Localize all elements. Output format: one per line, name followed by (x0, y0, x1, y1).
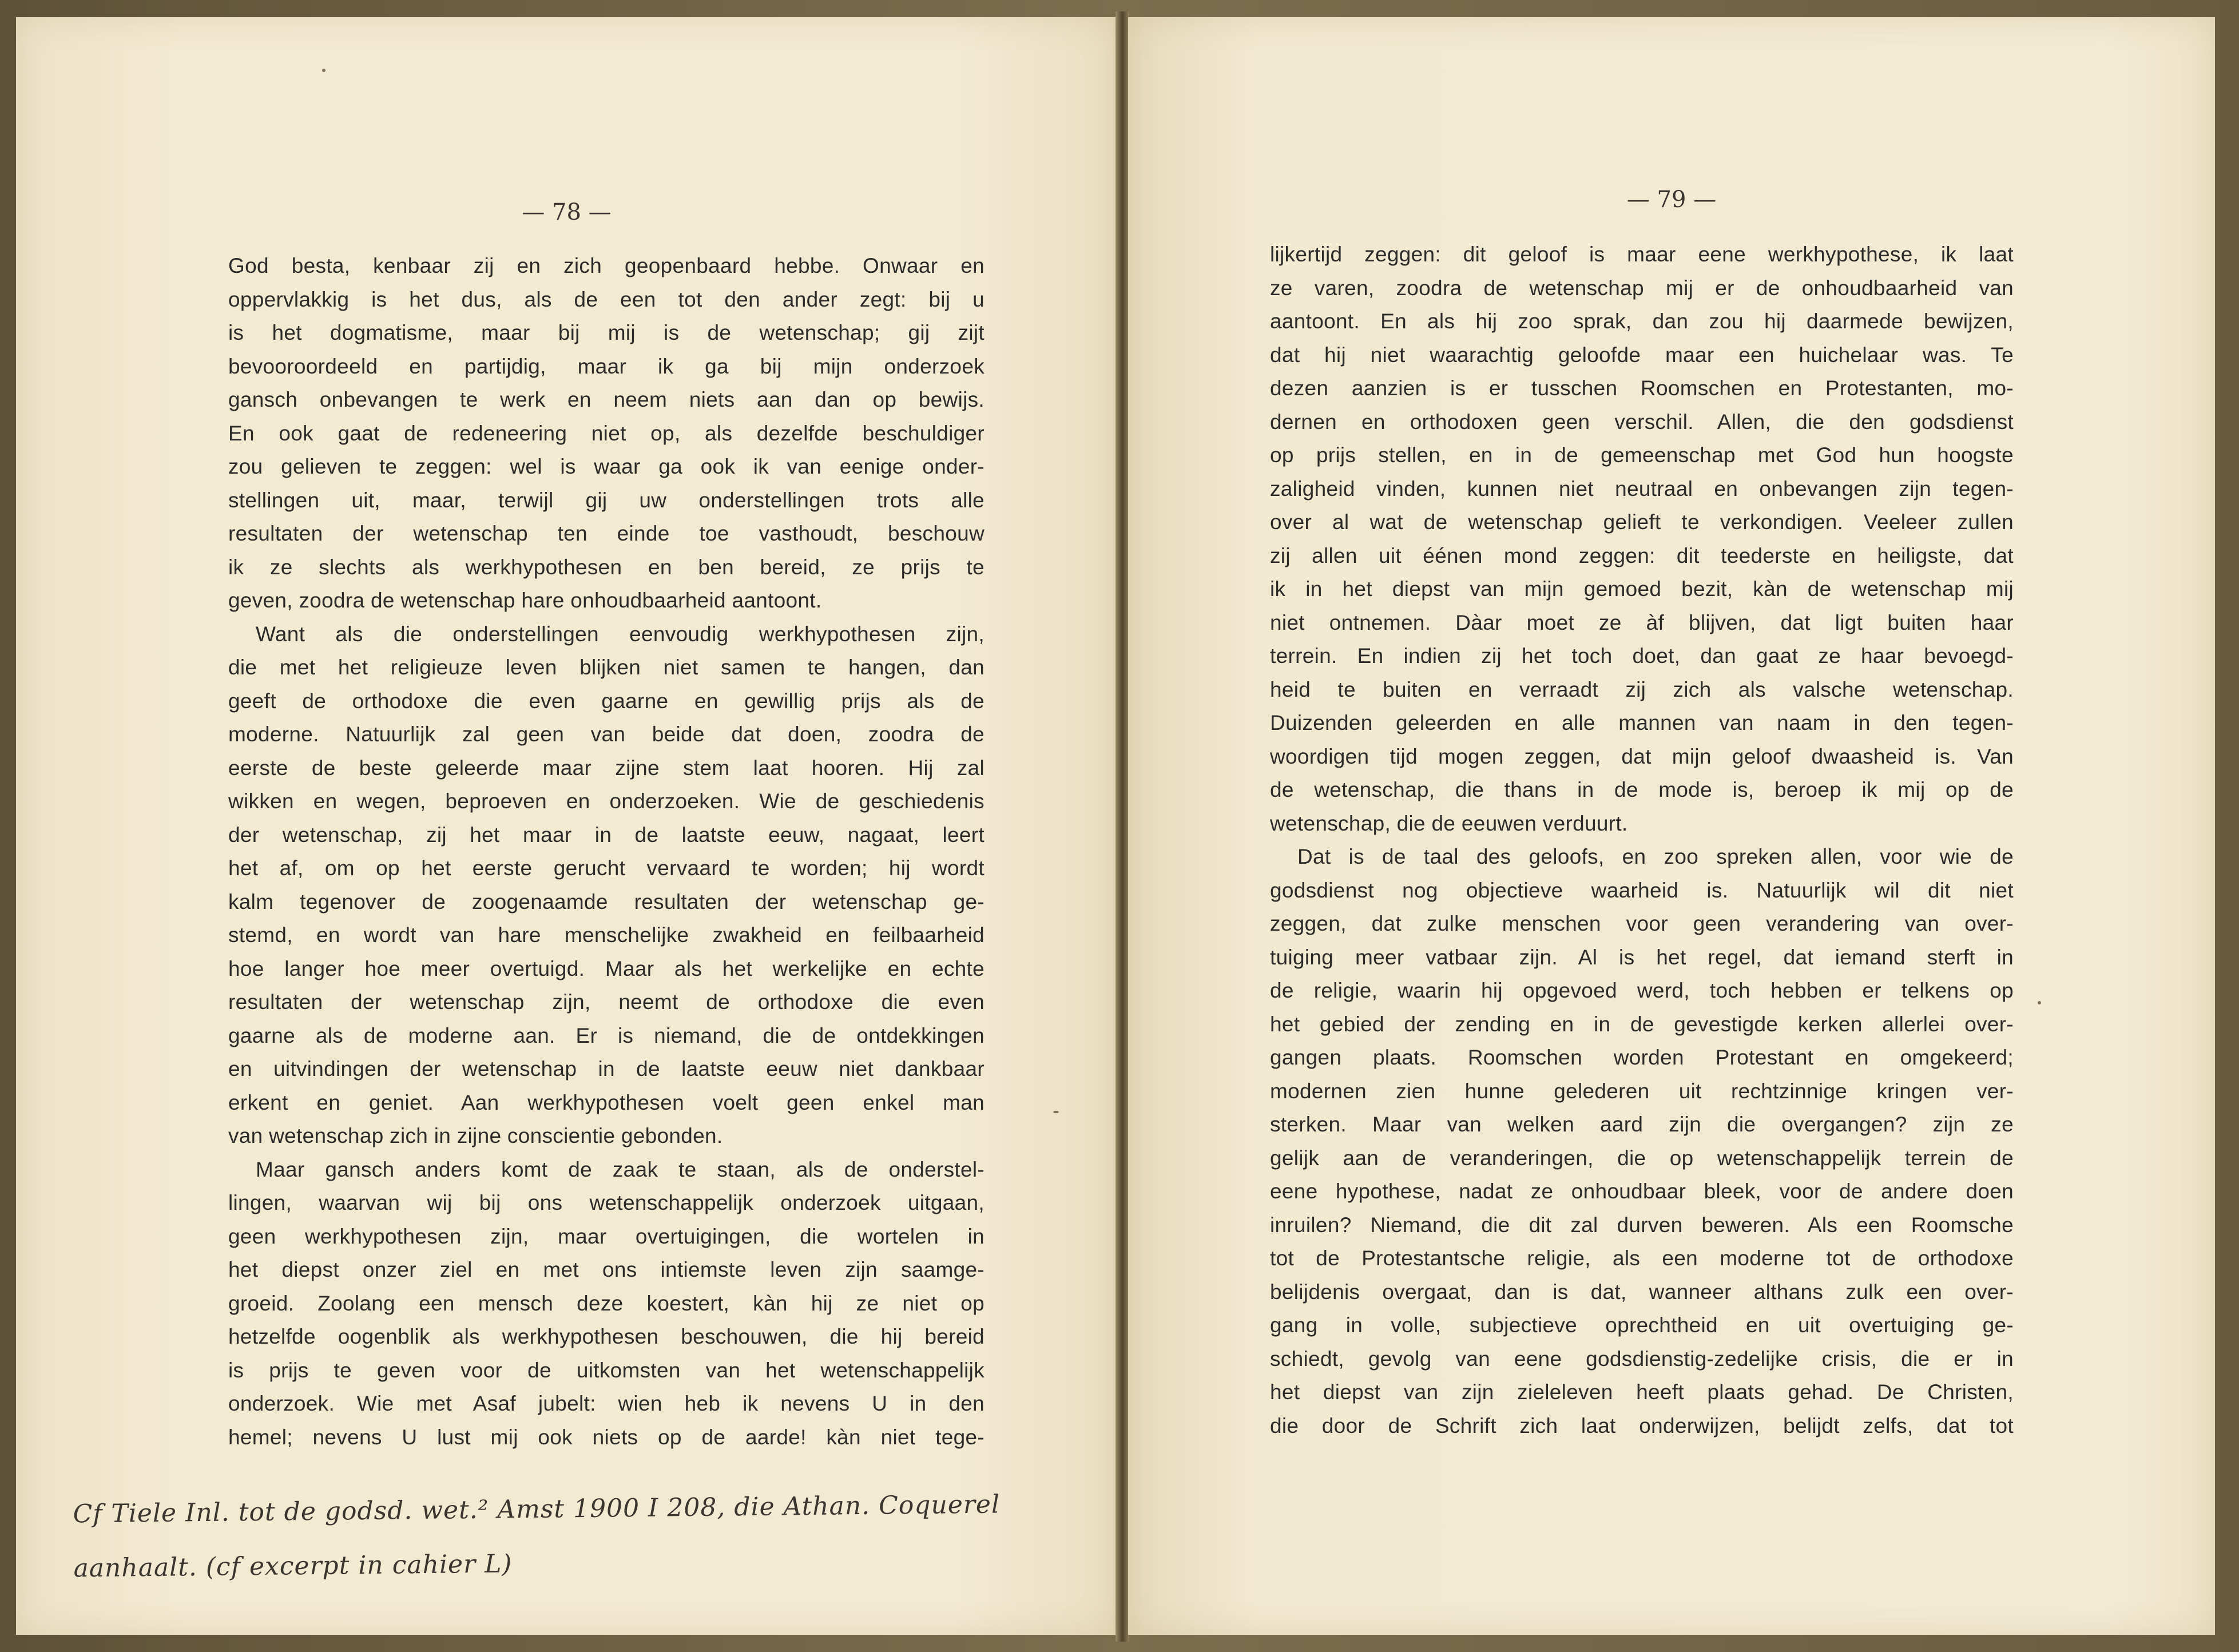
right-page-text (1270, 238, 2014, 1443)
text-line: over al wat de wetenschap gelieft te verkondigen. Veeleer zullen (1270, 510, 2014, 534)
text-line: godsdienst nog objectieve waarheid is. Natuurlijk wil dit niet (1270, 878, 2014, 902)
text-line: op prijs stellen, en in de gemeenschap met God hun hoogste (1270, 443, 2014, 467)
text-line: wetenschap, die de eeuwen verduurt. (1270, 811, 1628, 835)
text-line: stellingen uit, maar, terwijl gij uw onderstellingen trots alle (228, 488, 984, 512)
text-line: het af, om op het eerste gerucht vervaard te worden; hij wordt (228, 856, 984, 880)
text-line: heid te buiten en verraadt zij zich als valsche wetenschap. (1270, 677, 2014, 701)
text-line: hetzelfde oogenblik als werkhypothesen beschouwen, die hij bereid (228, 1325, 984, 1348)
handwritten-note-line: Cf Tiele Inl. tot de godsd. wet.² Amst 1900 I 208, die Athan. Coquerel (73, 1490, 1001, 1529)
text-line: eene hypothese, nadat ze onhoudbaar bleek, voor de andere doen (1270, 1180, 2014, 1203)
text-line: stemd, en wordt van hare menschelijke zwakheid en feilbaarheid (228, 923, 984, 947)
text-line: kalm tegenover de zoogenaamde resultaten der wetenschap ge- (228, 889, 984, 914)
text-line: gaarne als de moderne aan. Er is niemand, die de ontdekkingen (228, 1023, 984, 1047)
text-line: geen werkhypothesen zijn, maar overtuigingen, die wortelen in (228, 1224, 984, 1248)
paper-speck (322, 69, 325, 72)
text-line: het diepst onzer ziel en met ons intiemste leven zijn saamge- (228, 1258, 984, 1281)
text-line: het diepst van zijn zieleleven heeft plaats gehad. De Christen, (1270, 1380, 2014, 1404)
text-line: dernen en orthodoxen geen verschil. Allen, die den godsdienst (1270, 410, 2014, 434)
text-line: zaligheid vinden, kunnen niet neutraal en onbevangen zijn tegen- (1270, 476, 2014, 501)
text-line: geven, zoodra de wetenschap hare onhoudbaarheid aantoont. (228, 589, 822, 612)
text-line: resultaten der wetenschap ten einde toe vasthoudt, beschouw (228, 522, 984, 545)
text-line: gelijk aan de veranderingen, die op wetenschappelijk terrein de (1270, 1146, 2014, 1170)
left-page (16, 17, 1117, 1635)
text-line: het gebied der zending en in de gevestigde kerken allerlei over- (1270, 1012, 2014, 1036)
text-line: die door de Schrift zich laat onderwijzen, belijdt zelfs, dat tot (1270, 1413, 2014, 1437)
text-line: die met het religieuze leven blijken niet samen te hangen, dan (228, 656, 984, 679)
handwritten-note (73, 1476, 1103, 1596)
page-number-right: — 79 — (1626, 186, 1717, 213)
text-line: belijdenis overgaat, dan is dat, wanneer althans zulk een over- (1270, 1280, 2014, 1304)
text-line: zou gelieven te zeggen: wel is waar ga ook ik van eenige onder- (228, 455, 984, 478)
text-line: bevooroordeeld en partijdig, maar ik ga bij mijn onderzoek (228, 354, 984, 378)
text-line: schiedt, gevolg van eene godsdienstig-zedelijke crisis, die er in (1270, 1347, 2014, 1371)
text-line: hemel; nevens U lust mij ook niets op de aarde! kàn niet tege- (228, 1425, 984, 1449)
text-line: inruilen? Niemand, die dit zal durven beweren. Als een Roomsche (1270, 1213, 2014, 1237)
text-line: is het dogmatisme, maar bij mij is de wetenschap; gij zijt (228, 321, 984, 344)
text-line: de wetenschap, die thans in de mode is, beroep ik mij op de (1270, 778, 2014, 801)
text-line: oppervlakkig is het dus, als de een tot den ander zegt: bij u (228, 287, 984, 311)
text-line: en uitvindingen der wetenschap in de laatste eeuw niet dankbaar (228, 1057, 984, 1081)
right-page (1128, 17, 2215, 1635)
text-line: van wetenschap zich in zijne conscientie gebonden. (228, 1124, 723, 1147)
text-line: de religie, waarin hij opgevoed werd, toch hebben er telkens op (1270, 979, 2014, 1002)
text-line: tot de Protestantsche religie, als een moderne tot de orthodoxe (1270, 1246, 2014, 1270)
text-line: der wetenschap, zij het maar in de laatste eeuw, nagaat, leert (228, 823, 984, 847)
text-line: aantoont. En als hij zoo sprak, dan zou hij daarmede bewijzen, (1270, 309, 2014, 333)
text-line: eerste de beste geleerde maar zijne stem laat hooren. Hij zal (228, 756, 984, 780)
text-line: is prijs te geven voor de uitkomsten van het wetenschappelijk (228, 1358, 984, 1382)
text-line: gang in volle, subjectieve oprechtheid en uit overtuiging ge- (1270, 1313, 2014, 1337)
text-line: gansch onbevangen te werk en neem niets aan dan op bewijs. (228, 388, 984, 411)
handwritten-note-line: aanhaalt. (cf excerpt in cahier L) (73, 1549, 513, 1583)
text-line: onderzoek. Wie met Asaf jubelt: wien heb ik nevens U in den (228, 1392, 984, 1415)
text-line: ik in het diepst van mijn gemoed bezit, kàn de wetenschap mij (1270, 577, 2014, 601)
text-line: wikken en wegen, beproeven en onderzoeken. Wie de geschiedenis (228, 789, 984, 813)
text-line: resultaten der wetenschap zijn, neemt de orthodoxe die even (228, 990, 984, 1014)
page-number-left: — 78 — (522, 199, 612, 225)
text-line: modernen zien hunne gelederen uit rechtzinnige kringen ver- (1270, 1079, 2014, 1103)
text-line: Dat is de taal des geloofs, en zoo spreken allen, voor wie de (1297, 845, 2014, 868)
text-line: dezen aanzien is er tusschen Roomschen en Protestanten, mo- (1270, 376, 2014, 400)
text-line: gangen plaats. Roomschen worden Protestant en omgekeerd; (1270, 1046, 2014, 1069)
text-line: ik ze slechts als werkhypothesen en ben bereid, ze prijs te (228, 555, 984, 579)
text-line: Duizenden geleerden en alle mannen van naam in den tegen- (1270, 711, 2014, 734)
text-line: terrein. En indien zij het toch doet, dan gaat ze haar bevoegd- (1270, 644, 2014, 668)
text-line: God besta, kenbaar zij en zich geopenbaard hebbe. Onwaar en (228, 254, 984, 277)
text-line: dat hij niet waarachtig geloofde maar een huichelaar was. Te (1270, 343, 2014, 367)
text-line: Maar gansch anders komt de zaak te staan, als de onderstel- (256, 1157, 984, 1181)
text-line: niet ontnemen. Dàar moet ze àf blijven, dat ligt buiten haar (1270, 610, 2014, 634)
text-line: moderne. Natuurlijk zal geen van beide dat doen, zoodra de (228, 722, 984, 746)
text-line: erkent en geniet. Aan werkhypothesen voelt geen enkel man (228, 1090, 984, 1114)
text-line: zij allen uit éénen mond zeggen: dit teederste en heiligste, dat (1270, 543, 2014, 567)
text-line: En ook gaat de redeneering niet op, als dezelfde beschuldiger (228, 421, 984, 445)
text-line: lijkertijd zeggen: dit geloof is maar eene werkhypothese, ik laat (1270, 243, 2014, 266)
text-line: woordigen tijd mogen zeggen, dat mijn geloof dwaasheid is. Van (1270, 744, 2014, 768)
text-line: lingen, waarvan wij bij ons wetenschappelijk onderzoek uitgaan, (228, 1191, 984, 1214)
text-line: hoe langer hoe meer overtuigd. Maar als het werkelijke en echte (228, 956, 984, 980)
text-line: tuiging meer vatbaar zijn. Al is het regel, dat iemand sterft in (1270, 945, 2014, 969)
paper-speck (1053, 1111, 1059, 1113)
book-gutter (1115, 11, 1129, 1642)
text-line: geeft de orthodoxe die even gaarne en gewillig prijs als de (228, 689, 984, 713)
left-page-text (228, 249, 984, 1454)
text-line: zeggen, dat zulke menschen voor geen verandering van over- (1270, 912, 2014, 935)
text-line: sterken. Maar van welken aard zijn die overgangen? zijn ze (1270, 1113, 2014, 1136)
paper-speck (2038, 1001, 2041, 1004)
text-line: groeid. Zoolang een mensch deze koestert, kàn hij ze niet op (228, 1291, 984, 1315)
text-line: Want als die onderstellingen eenvoudig werkhypothesen zijn, (256, 622, 984, 646)
text-line: ze varen, zoodra de wetenschap mij er de onhoudbaarheid van (1270, 276, 2014, 300)
